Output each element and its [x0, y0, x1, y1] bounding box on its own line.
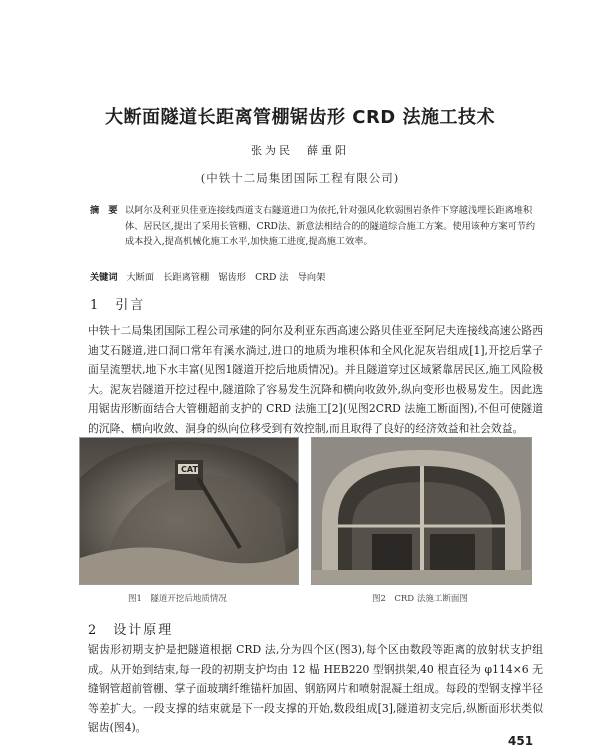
crd-section-photo: [312, 438, 531, 584]
figure-1-caption: 图1 隧道开挖后地质情况: [128, 594, 227, 604]
abstract: [90, 203, 540, 250]
svg-text:CAT: CAT: [181, 465, 198, 474]
abstract-text: 以阿尔及利亚贝佳亚连接线西道支右隧道进口为依托,针对强风化软弱围岩条件下穿越浅埋长距离堆积体、居民区,提出了采用长管棚、CRD法、新意法相结合的的隧道综合施工方案。使用该种方案可节约成本投入,提高机械化施工水平,加快施工进度,提高施工效率。: [125, 205, 536, 247]
figure-2-caption: 图2 CRD 法施工断面图: [372, 594, 468, 604]
page-number: 451: [508, 734, 534, 748]
figure-2-image: [311, 437, 532, 585]
section-2-heading: [88, 619, 173, 638]
keywords-label: 关键词: [90, 272, 118, 283]
paper-title: 大断面隧道长距离管棚锯齿形 CRD 法施工技术: [104, 107, 496, 128]
section-1-number: 1: [90, 298, 101, 313]
design-paragraph: 锯齿形初期支护是把隧道根据 CRD 法,分为四个区(图3),每个区由数段等距离的放射状支护组成。从开始到结束,每一段的初期支护均由 12 榀 HEB220 型钢拱架,40 根直径为 φ114×6 无缝钢管超前管棚、掌子面玻璃纤维锚杆加固、钢筋网片和喷射混凝土组成。每段的型钢支撑半径等差扩大。一段支撑的结束就是下一段支撑的开始,数段组成[3],隧道初支完后,纵断面形状类似锯齿(图4)。: [88, 643, 543, 734]
section-1-heading: [90, 294, 145, 313]
tunnel-excavation-photo: [80, 438, 298, 584]
keywords-text: 大断面 长距离管棚 锯齿形 CRD 法 导向架: [126, 272, 326, 283]
affiliation: (中铁十二局集团国际工程有限公司): [200, 171, 400, 185]
authors: 张为民 薛重阳: [251, 144, 349, 157]
section-2-number: 2: [88, 623, 99, 638]
figure-1-image: [79, 437, 299, 585]
section-2-title: 设计原理: [113, 623, 174, 638]
keywords: [90, 269, 540, 283]
section-1-title: 引言: [115, 298, 146, 313]
introduction-paragraph: 中铁十二局集团国际工程公司承建的阿尔及利亚东西高速公路贝佳亚至阿尼夫连接线高速公路西迪艾石隧道,进口洞口常年有溪水淌过,进口的地质为堆积体和全风化泥灰岩组成[1],开挖后掌子面呈流塑状,地下水丰富(见图1隧道开挖后地质情况)。并且隧道穿过区域紧靠居民区,施工风险极大。泥灰岩隧道开挖过程中,隧道除了容易发生沉降和横向收敛外,纵向变形也极易发生。因此选用锯齿形断面结合大管棚超前支护的 CRD 法施工[2](见图2CRD 法施工断面图),不但可使隧道的沉降、横向收敛、洞身的纵向位移受到有效控制,而且取得了良好的经济效益和社会效益。: [88, 324, 543, 435]
abstract-label: 摘 要: [90, 205, 118, 216]
